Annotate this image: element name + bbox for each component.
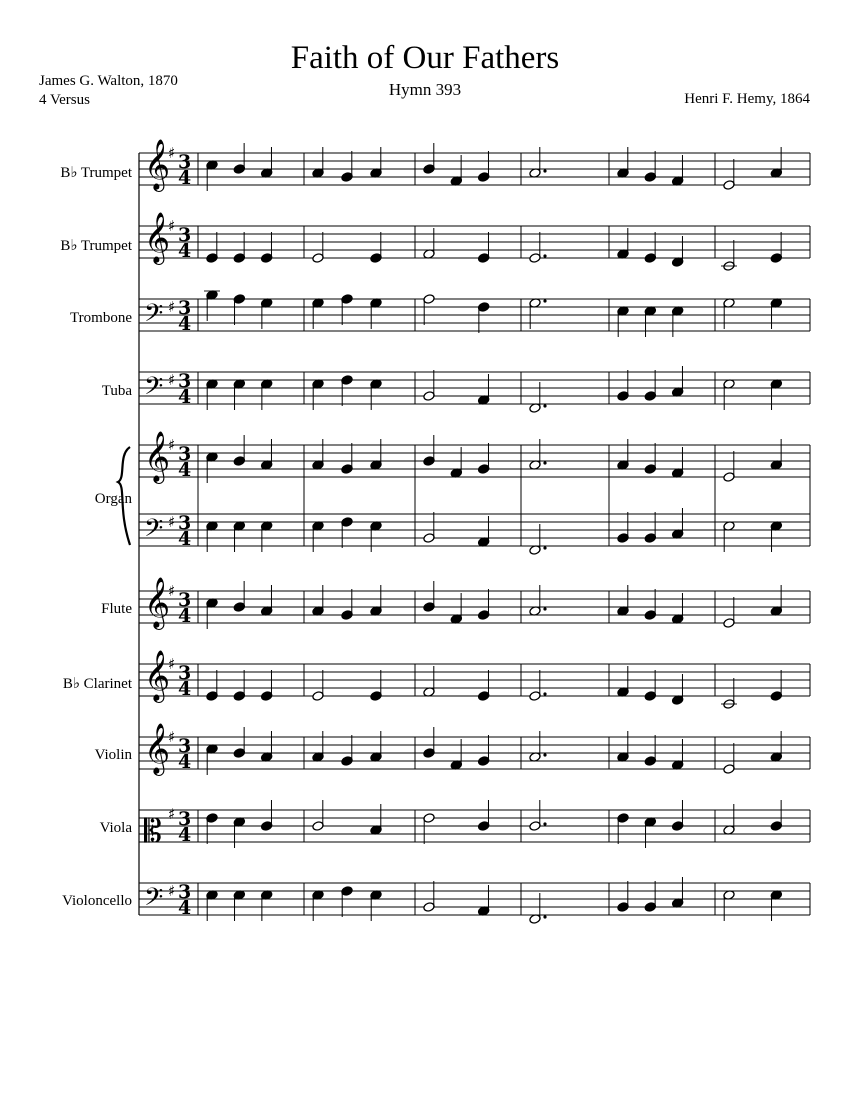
- time-sig-bottom: 4: [178, 386, 192, 408]
- note-dot: [543, 461, 546, 464]
- time-sig-top: 3: [178, 881, 192, 903]
- note-dot: [543, 607, 546, 610]
- treble-clef-icon: 𝄞: [144, 431, 171, 482]
- sharp-key-icon: ♯: [168, 436, 176, 454]
- treble-clef-icon: 𝄞: [144, 577, 171, 628]
- sharp-key-icon: ♯: [168, 298, 176, 316]
- time-sig-top: 3: [178, 297, 192, 319]
- time-sig-top: 3: [178, 589, 192, 611]
- score-title: Faith of Our Fathers: [290, 40, 560, 76]
- note-dot: [543, 546, 546, 549]
- time-sig-top: 3: [178, 662, 192, 684]
- sharp-key-icon: ♯: [168, 582, 176, 600]
- time-sig-top: 3: [178, 151, 192, 173]
- note-dot: [543, 915, 546, 918]
- instrument-label-flute: Flute: [101, 601, 132, 617]
- treble-clef-icon: 𝄞: [144, 139, 171, 190]
- note-dot: [543, 169, 546, 172]
- bass-clef-icon: 𝄢: [144, 883, 164, 919]
- sharp-key-icon: ♯: [168, 882, 176, 900]
- time-sig-top: 3: [178, 224, 192, 246]
- score-subtitle: Hymn 393: [388, 80, 462, 99]
- instrument-label-cello: Violoncello: [62, 893, 132, 909]
- lyricist-name: James G. Walton, 1870: [39, 73, 178, 89]
- organ-brace: [118, 447, 130, 545]
- time-sig-bottom: 4: [178, 167, 192, 189]
- note-dot: [543, 753, 546, 756]
- sharp-key-icon: ♯: [168, 805, 176, 823]
- treble-clef-icon: 𝄞: [144, 723, 171, 774]
- instrument-label-violin: Violin: [94, 747, 132, 763]
- time-sig-top: 3: [178, 735, 192, 757]
- time-sig-top: 3: [178, 443, 192, 465]
- verse-count: 4 Versus: [39, 92, 90, 108]
- instrument-label-tuba: Tuba: [101, 383, 132, 399]
- staff-9: [139, 805, 810, 850]
- sharp-key-icon: ♯: [168, 655, 176, 673]
- time-sig-bottom: 4: [178, 459, 192, 481]
- bass-clef-icon: 𝄢: [144, 514, 164, 550]
- note-dot: [543, 404, 546, 407]
- time-sig-top: 3: [178, 808, 192, 830]
- sharp-key-icon: ♯: [168, 728, 176, 746]
- time-sig-bottom: 4: [178, 751, 192, 773]
- treble-clef-icon: 𝄞: [144, 212, 171, 263]
- instrument-label-viola: Viola: [99, 820, 132, 836]
- treble-clef-icon: 𝄞: [144, 650, 171, 701]
- instrument-label-organ: Organ: [94, 491, 132, 507]
- instrument-label-trumpet-2: B♭ Trumpet: [60, 238, 132, 254]
- time-sig-bottom: 4: [178, 897, 192, 919]
- note-dot: [543, 822, 546, 825]
- staff-10: [139, 881, 810, 919]
- bass-clef-icon: 𝄢: [144, 372, 164, 408]
- instrument-label-trombone: Trombone: [70, 310, 132, 326]
- sharp-key-icon: ♯: [168, 513, 176, 531]
- note-dot: [543, 254, 546, 257]
- note-dot: [543, 299, 546, 302]
- time-sig-bottom: 4: [178, 528, 192, 550]
- bass-clef-icon: 𝄢: [144, 299, 164, 335]
- time-sig-bottom: 4: [178, 678, 192, 700]
- instrument-label-clarinet: B♭ Clarinet: [62, 676, 132, 692]
- time-sig-bottom: 4: [178, 605, 192, 627]
- sharp-key-icon: ♯: [168, 217, 176, 235]
- composer-credit: Henri F. Hemy, 1864: [684, 91, 810, 107]
- time-sig-top: 3: [178, 370, 192, 392]
- note-dot: [543, 692, 546, 695]
- time-sig-bottom: 4: [178, 824, 192, 846]
- sharp-key-icon: ♯: [168, 144, 176, 162]
- instrument-label-trumpet-1: B♭ Trumpet: [60, 165, 132, 181]
- staff-3: [139, 370, 810, 408]
- sharp-key-icon: ♯: [168, 371, 176, 389]
- time-sig-bottom: 4: [178, 240, 192, 262]
- staff-5: [139, 512, 810, 550]
- alto-clef-icon: 𝄡: [144, 812, 162, 850]
- time-sig-top: 3: [178, 512, 192, 534]
- time-sig-bottom: 4: [178, 313, 192, 335]
